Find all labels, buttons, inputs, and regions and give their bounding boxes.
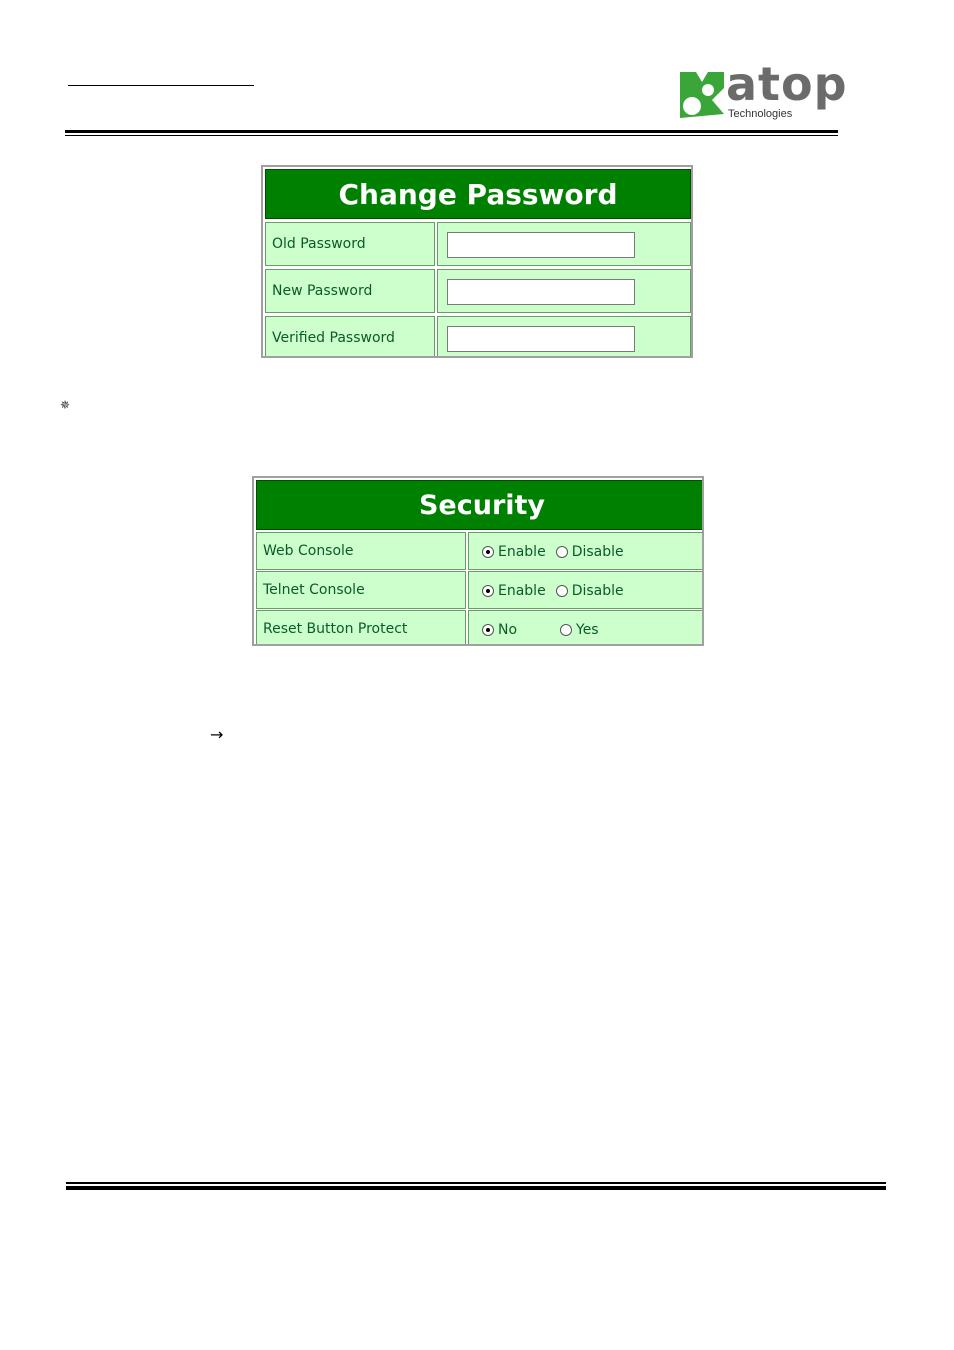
telnet-console-enable-option[interactable]: Enable: [482, 583, 546, 599]
verified-password-input[interactable]: [447, 326, 635, 352]
web-console-disable-option[interactable]: Disable: [556, 544, 624, 560]
atop-logo-mark-icon: [678, 68, 730, 120]
header-rule: [65, 130, 838, 136]
radio-unchecked-icon[interactable]: [560, 624, 572, 636]
reset-protect-no-option[interactable]: No: [482, 622, 560, 638]
radio-checked-icon[interactable]: [482, 585, 494, 597]
change-password-panel: [261, 165, 693, 358]
arrow-right-icon: →: [210, 725, 224, 744]
radio-unchecked-icon[interactable]: [556, 585, 568, 597]
logo-wordmark: atop: [726, 57, 848, 111]
old-password-label: Old Password: [265, 222, 435, 266]
old-password-input[interactable]: [447, 232, 635, 258]
change-password-title: Change Password: [265, 169, 691, 219]
new-password-input[interactable]: [447, 279, 635, 305]
web-console-label: Web Console: [256, 532, 466, 570]
reset-button-protect-label: Reset Button Protect: [256, 610, 466, 646]
telnet-console-label: Telnet Console: [256, 571, 466, 609]
verified-password-label: Verified Password: [265, 316, 435, 358]
radio-checked-icon[interactable]: [482, 546, 494, 558]
telnet-console-radio-group: [482, 583, 624, 599]
security-panel: [252, 476, 704, 646]
telnet-console-disable-option[interactable]: Disable: [556, 583, 624, 599]
note-asterism-icon: ✵: [60, 398, 71, 412]
reset-protect-yes-option[interactable]: Yes: [560, 622, 599, 638]
atop-logo: [678, 57, 848, 124]
radio-unchecked-icon[interactable]: [556, 546, 568, 558]
security-title: Security: [256, 480, 704, 530]
radio-checked-icon[interactable]: [482, 624, 494, 636]
logo-subtitle: Technologies: [728, 108, 793, 120]
web-console-radio-group: [482, 544, 624, 560]
header-short-rule: [68, 85, 254, 86]
web-console-enable-option[interactable]: Enable: [482, 544, 546, 560]
new-password-label: New Password: [265, 269, 435, 313]
footer-rule: [66, 1182, 886, 1190]
reset-button-protect-radio-group: [482, 622, 599, 638]
